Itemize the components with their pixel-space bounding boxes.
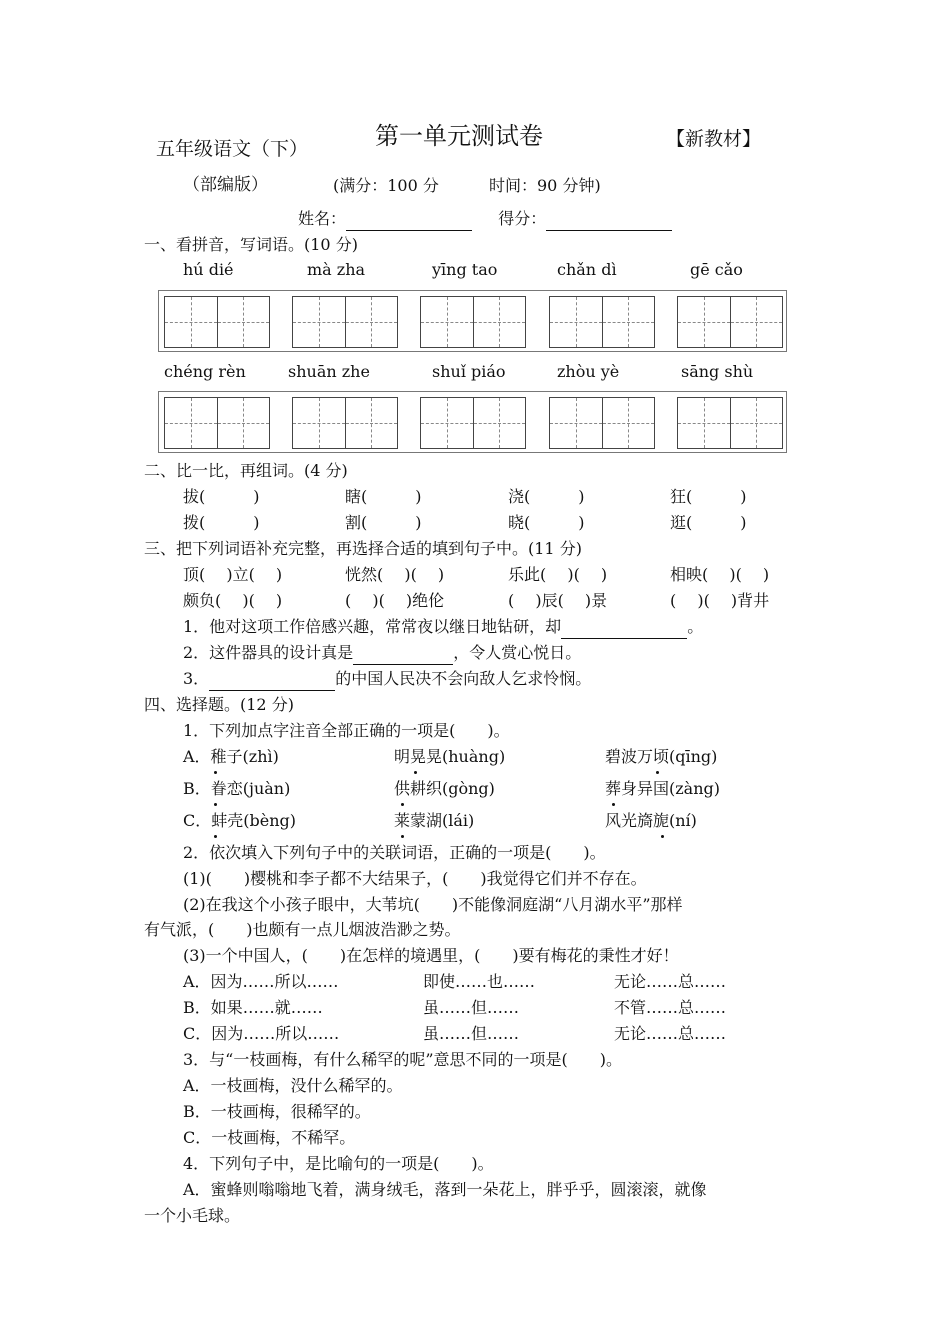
option-c: 虽……但…… — [423, 1024, 520, 1043]
compare-item: 浇( ) — [508, 487, 585, 506]
option-a: A．蜜蜂则嗡嗡地飞着，满身绒毛，落到一朵花上，胖乎乎，圆滚滚，就像 — [183, 1180, 707, 1199]
question-2: 2．依次填入下列句子中的关联词语，正确的一项是( )。 — [183, 843, 606, 862]
writing-box-row-2 — [158, 391, 787, 453]
section4-heading: 四、选择题。(12 分) — [144, 695, 294, 714]
answer-blank[interactable] — [353, 642, 453, 665]
question-4: 4．下列句子中，是比喻句的一项是( )。 — [183, 1154, 494, 1173]
option-b: 供耕织(gòng) — [394, 779, 495, 798]
sentence-text: ，令人赏心悦日。 — [453, 643, 582, 662]
idiom-item: 相映( )( ) — [670, 565, 770, 584]
option-b: 不管……总…… — [614, 998, 727, 1017]
fill-sentence-1 — [183, 616, 703, 639]
emphasis-dot — [656, 771, 659, 774]
option-b: 葬身异国(zàng) — [605, 779, 721, 798]
option-a-cont: 一个小毛球。 — [144, 1206, 241, 1225]
emphasis-dot — [661, 835, 664, 838]
new-textbook-badge: 【新教材】 — [666, 128, 762, 150]
option-c: C．因为……所以…… — [183, 1024, 340, 1043]
compare-item: 瞎( ) — [345, 487, 422, 506]
option-c: 莱蒙湖(lái) — [394, 811, 475, 830]
writing-grid[interactable] — [677, 296, 783, 348]
emphasis-dot — [401, 835, 404, 838]
page-title: 第一单元测试卷 — [375, 122, 543, 150]
option-a: A．一枝画梅，没什么稀罕的。 — [183, 1076, 403, 1095]
compare-item: 拔( ) — [183, 487, 260, 506]
writing-grid[interactable] — [549, 397, 655, 449]
question-2-sentence-2: (2)在我这个小孩子眼中，大苇坑( )不能像洞庭湖“八月湖水平”那样 — [183, 895, 683, 914]
option-a: A．稚子(zhì) — [183, 747, 279, 766]
pinyin: zhòu yè — [557, 362, 620, 381]
sentence-text: 3． — [183, 669, 210, 688]
emphasis-dot — [612, 803, 615, 806]
pinyin: shuǐ piáo — [432, 362, 506, 381]
writing-grid[interactable] — [420, 296, 526, 348]
compare-item: 拨( ) — [183, 513, 260, 532]
writing-grid[interactable] — [164, 397, 270, 449]
score-info: (满分：100 分 — [333, 176, 439, 195]
option-b: B．如果……就…… — [183, 998, 323, 1017]
pinyin: chéng rèn — [164, 362, 246, 381]
option-b: B．一枝画梅，很稀罕的。 — [183, 1102, 371, 1121]
option-c: 风光旖旎(ní) — [605, 811, 697, 830]
compare-item: 狂( ) — [670, 487, 747, 506]
idiom-item: 顶( )立( ) — [183, 565, 283, 584]
option-a: A．因为……所以…… — [183, 972, 339, 991]
idiom-item: ( )辰( )景 — [508, 591, 608, 610]
edition-label: （部编版） — [183, 175, 268, 195]
pinyin: gē cǎo — [690, 260, 743, 279]
option-a: 碧波万顷(qīng) — [605, 747, 718, 766]
emphasis-dot — [214, 835, 217, 838]
idiom-item: ( )( )背井 — [670, 591, 770, 610]
name-blank[interactable] — [346, 208, 472, 231]
emphasis-dot — [214, 771, 217, 774]
sentence-text: 的中国人民决不会向敌人乞求怜悯。 — [335, 669, 592, 688]
writing-grid[interactable] — [292, 397, 398, 449]
section3-heading: 三、把下列词语补充完整，再选择合适的填到句子中。(11 分) — [144, 539, 582, 558]
idiom-item: ( )( )绝伦 — [345, 591, 445, 610]
option-a: 即使……也…… — [423, 972, 536, 991]
pinyin: sāng shù — [681, 362, 754, 381]
idiom-item: 恍然( )( ) — [345, 565, 445, 584]
pinyin: yīng tao — [432, 260, 498, 279]
emphasis-dot — [214, 803, 217, 806]
sentence-text: 2．这件器具的设计真是 — [183, 643, 354, 662]
question-1: 1．下列加点字注音全部正确的一项是( )。 — [183, 721, 510, 740]
pinyin: chǎn dì — [557, 260, 617, 279]
option-a: 无论……总…… — [614, 972, 727, 991]
pinyin: mà zha — [307, 260, 366, 279]
writing-grid[interactable] — [164, 296, 270, 348]
emphasis-dot — [401, 803, 404, 806]
answer-blank[interactable] — [561, 616, 687, 639]
question-2-sentence-1: (1)( )樱桃和李子都不大结果子，( )我觉得它们并不存在。 — [183, 869, 647, 888]
option-c: 无论……总…… — [614, 1024, 727, 1043]
score-label: 得分： — [498, 209, 547, 228]
question-3: 3．与“一枝画梅，有什么稀罕的呢”意思不同的一项是( )。 — [183, 1050, 623, 1069]
writing-grid[interactable] — [292, 296, 398, 348]
sentence-text: 1．他对这项工作倍感兴趣，常常夜以继日地钻研，却 — [183, 617, 562, 636]
pinyin: hú dié — [183, 260, 234, 279]
option-c: C．蚌壳(bèng) — [183, 811, 296, 830]
writing-grid[interactable] — [677, 397, 783, 449]
writing-grid[interactable] — [420, 397, 526, 449]
grade-label: 五年级语文（下） — [156, 138, 309, 160]
question-2-sentence-3: (3)一个中国人，( )在怎样的境遇里，( )要有梅花的秉性才好！ — [183, 946, 679, 965]
fill-sentence-2 — [183, 642, 581, 665]
option-a: 明晃晃(huàng) — [394, 747, 506, 766]
idiom-item: 颇负( )( ) — [183, 591, 283, 610]
fill-sentence-3 — [183, 668, 591, 691]
pinyin: shuān zhe — [288, 362, 370, 381]
compare-item: 晓( ) — [508, 513, 585, 532]
time-info: 时间：90 分钟) — [489, 176, 601, 195]
option-c: C．一枝画梅，不稀罕。 — [183, 1128, 356, 1147]
section1-heading: 一、看拼音，写词语。(10 分) — [144, 235, 358, 254]
score-blank[interactable] — [546, 208, 672, 231]
emphasis-dot — [414, 771, 417, 774]
option-b: B．眷恋(juàn) — [183, 779, 291, 798]
name-field — [298, 208, 672, 231]
question-2-sentence-2-cont: 有气派，( )也颇有一点儿烟波浩渺之势。 — [144, 920, 461, 939]
sentence-text: 。 — [687, 617, 704, 636]
option-b: 虽……但…… — [423, 998, 520, 1017]
section2-heading: 二、比一比，再组词。(4 分) — [144, 461, 348, 480]
compare-item: 逛( ) — [670, 513, 747, 532]
name-label: 姓名： — [298, 209, 347, 228]
writing-box-row-1 — [158, 290, 787, 352]
writing-grid[interactable] — [549, 296, 655, 348]
compare-item: 割( ) — [345, 513, 422, 532]
idiom-item: 乐此( )( ) — [508, 565, 608, 584]
answer-blank[interactable] — [209, 668, 335, 691]
